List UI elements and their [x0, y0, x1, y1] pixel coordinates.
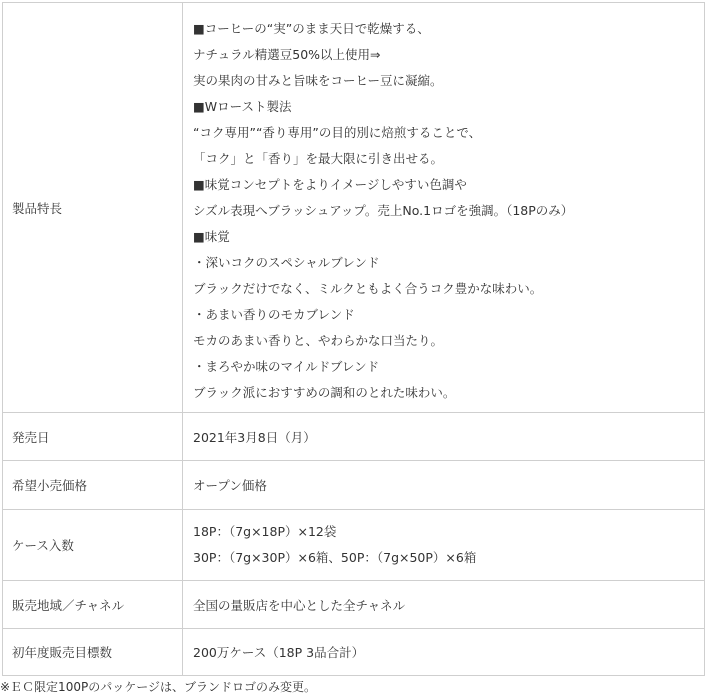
case-quantity-line: 30P：（7g×30P）×6箱、50P：（7g×50P）×6箱 — [193, 550, 477, 565]
features-line: “コク専用”“香り専用”の目的別に焙煎することで、 — [193, 125, 482, 140]
features-line: シズル表現へブラッシュアップ。売上No.1ロゴを強調。（18Pのみ） — [193, 203, 574, 218]
price-value: オープン価格 — [183, 461, 705, 510]
features-line: ・まろやか味のマイルドブレンド — [193, 359, 380, 374]
table-row-price — [3, 461, 705, 510]
price-label: 希望小売価格 — [3, 461, 183, 510]
features-line: 「コク」と「香り」を最大限に引き出せる。 — [193, 151, 444, 166]
features-label: 製品特長 — [3, 3, 183, 413]
footnote: ※ＥＣ限定100Pのパッケージは、ブランドロゴのみ変更。 — [0, 680, 316, 694]
features-value — [183, 3, 705, 413]
features-line: ■コーヒーの“実”のまま天日で乾燥する、 — [193, 21, 430, 36]
table-row-first-year-target — [3, 629, 705, 676]
sales-region-label: 販売地域／チャネル — [3, 581, 183, 629]
first-year-target-label: 初年度販売目標数 — [3, 629, 183, 676]
table-row-release-date — [3, 413, 705, 461]
case-quantity-line: 18P：（7g×18P）×12袋 — [193, 524, 337, 539]
sales-region-value: 全国の量販店を中心とした全チャネル — [183, 581, 705, 629]
table-row-case-quantity — [3, 510, 705, 581]
features-line: 実の果肉の甘みと旨味をコーヒー豆に凝縮。 — [193, 73, 443, 88]
release-date-label: 発売日 — [3, 413, 183, 461]
case-quantity-value — [183, 510, 705, 581]
features-line: モカのあまい香りと、やわらかな口当たり。 — [193, 333, 444, 348]
first-year-target-value: 200万ケース（18P 3品合計） — [183, 629, 705, 676]
product-spec-table — [2, 2, 705, 676]
release-date-value: 2021年3月8日（月） — [183, 413, 705, 461]
case-quantity-label: ケース入数 — [3, 510, 183, 581]
features-line: ■Wロースト製法 — [193, 99, 292, 114]
features-list — [193, 3, 704, 412]
features-line: ■味覚コンセプトをよりイメージしやすい色調や — [193, 177, 467, 192]
features-line: ・あまい香りのモカブレンド — [193, 307, 355, 322]
features-line: ブラックだけでなく、ミルクともよく合うコク豊かな味わい。 — [193, 281, 543, 296]
features-line: ブラック派におすすめの調和のとれた味わい。 — [193, 385, 456, 400]
features-line: ■味覚 — [193, 229, 230, 244]
table-row-features — [3, 3, 705, 413]
features-line: ナチュラル精選豆50%以上使用⇒ — [193, 47, 381, 62]
table-row-sales-region — [3, 581, 705, 629]
features-line: ・深いコクのスペシャルブレンド — [193, 255, 380, 270]
